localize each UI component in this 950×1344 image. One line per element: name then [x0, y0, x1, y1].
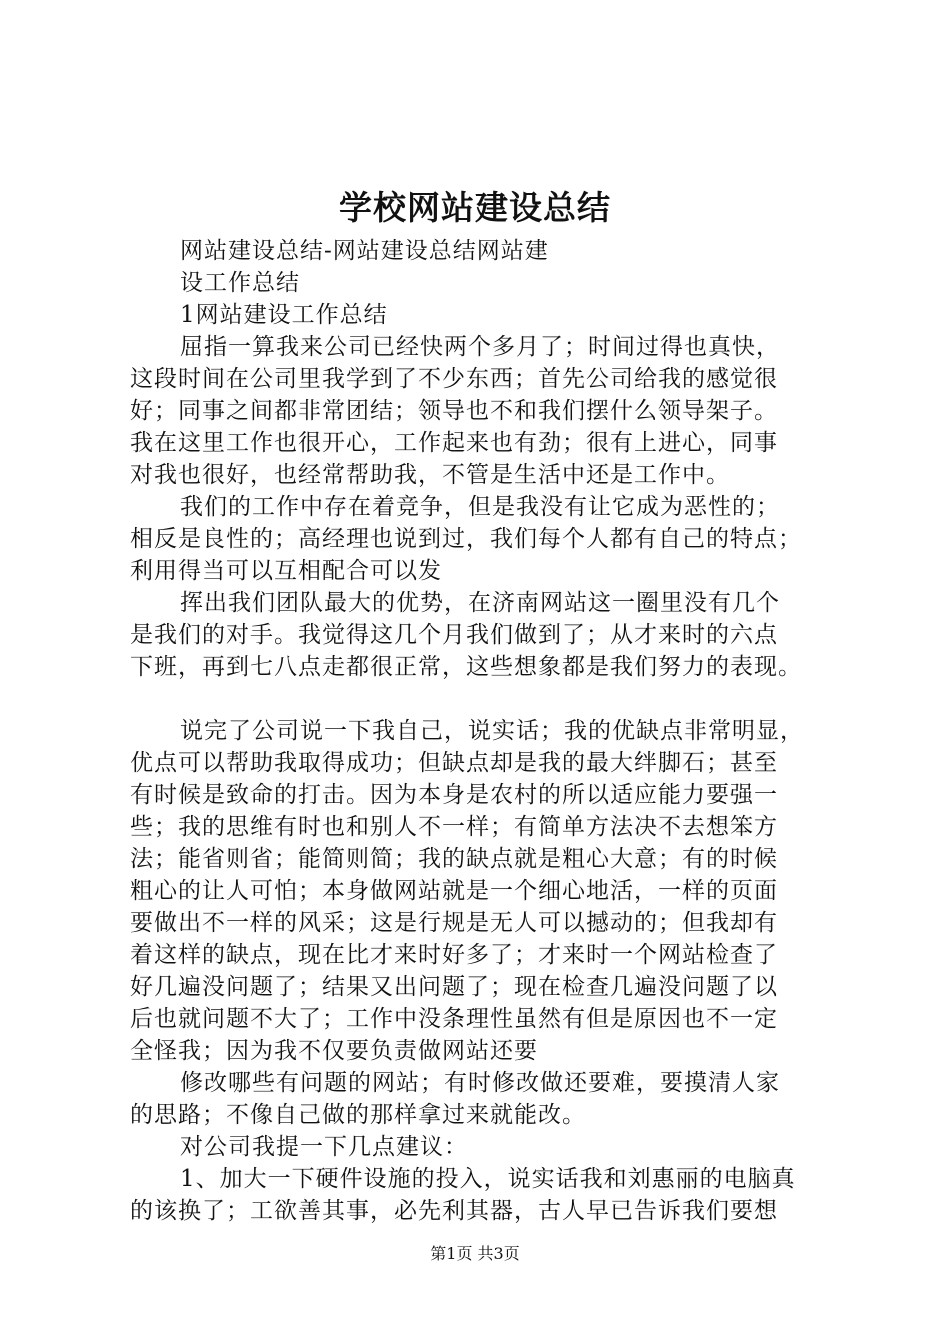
- text-line: 相反是良性的；高经理也说到过，我们每个人都有自己的特点；: [130, 526, 802, 552]
- text-line: 下班，再到七八点走都很正常，这些想象都是我们努力的表现。: [130, 654, 802, 680]
- text-line: 我们的工作中存在着竞争，但是我没有让它成为恶性的；: [180, 494, 780, 520]
- page-footer: 第1页 共3页: [430, 1244, 520, 1263]
- text-line: 设工作总结: [180, 270, 300, 296]
- text-line: 的思路；不像自己做的那样拿过来就能改。: [130, 1102, 586, 1128]
- text-line: 挥出我们团队最大的优势，在济南网站这一圈里没有几个: [180, 590, 780, 616]
- text-line: 1网站建设工作总结: [180, 302, 388, 328]
- text-line: 说完了公司说一下我自己，说实话；我的优缺点非常明显，: [180, 718, 804, 744]
- text-line: 有时候是致命的打击。因为本身是农村的所以适应能力要强一: [130, 782, 778, 808]
- text-line: 些；我的思维有时也和别人不一样；有简单方法决不去想笨方: [130, 814, 778, 840]
- blank-line: [130, 683, 835, 715]
- text-line: 粗心的让人可怕；本身做网站就是一个细心地活，一样的页面: [130, 878, 778, 904]
- text-line: 好几遍没问题了；结果又出问题了；现在检查几遍没问题了以: [130, 974, 778, 1000]
- text-line: 着这样的缺点，现在比才来时好多了；才来时一个网站检查了: [130, 942, 778, 968]
- document-body: [130, 235, 835, 1227]
- text-line: 对公司我提一下几点建议：: [180, 1134, 468, 1160]
- text-line: 对我也很好，也经常帮助我，不管是生活中还是工作中。: [130, 462, 730, 488]
- text-line: 法；能省则省；能简则简；我的缺点就是粗心大意；有的时候: [130, 846, 778, 872]
- text-line: 优点可以帮助我取得成功；但缺点却是我的最大绊脚石；甚至: [130, 750, 778, 776]
- text-line: 好；同事之间都非常团结；领导也不和我们摆什么领导架子。: [130, 398, 778, 424]
- text-line: 网站建设总结-网站建设总结网站建: [180, 238, 549, 264]
- text-line: 的该换了；工欲善其事，必先利其器，古人早已告诉我们要想: [130, 1198, 778, 1224]
- text-line: 修改哪些有问题的网站；有时修改做还要难，要摸清人家: [180, 1070, 780, 1096]
- text-line: 这段时间在公司里我学到了不少东西；首先公司给我的感觉很: [130, 366, 778, 392]
- text-line: 后也就问题不大了；工作中没条理性虽然有但是原因也不一定: [130, 1006, 778, 1032]
- text-line: 利用得当可以互相配合可以发: [130, 558, 442, 584]
- text-line: 要做出不一样的风采；这是行规是无人可以撼动的；但我却有: [130, 910, 778, 936]
- document-title: 学校网站建设总结: [339, 188, 611, 227]
- text-line: 是我们的对手。我觉得这几个月我们做到了；从才来时的六点: [130, 622, 778, 648]
- text-line: 1、加大一下硬件设施的投入，说实话我和刘惠丽的电脑真: [180, 1166, 796, 1192]
- text-line: 我在这里工作也很开心，工作起来也有劲；很有上进心，同事: [130, 430, 778, 456]
- text-line: 屈指一算我来公司已经快两个多月了；时间过得也真快，: [180, 334, 780, 360]
- text-line: 全怪我；因为我不仅要负责做网站还要: [130, 1038, 538, 1064]
